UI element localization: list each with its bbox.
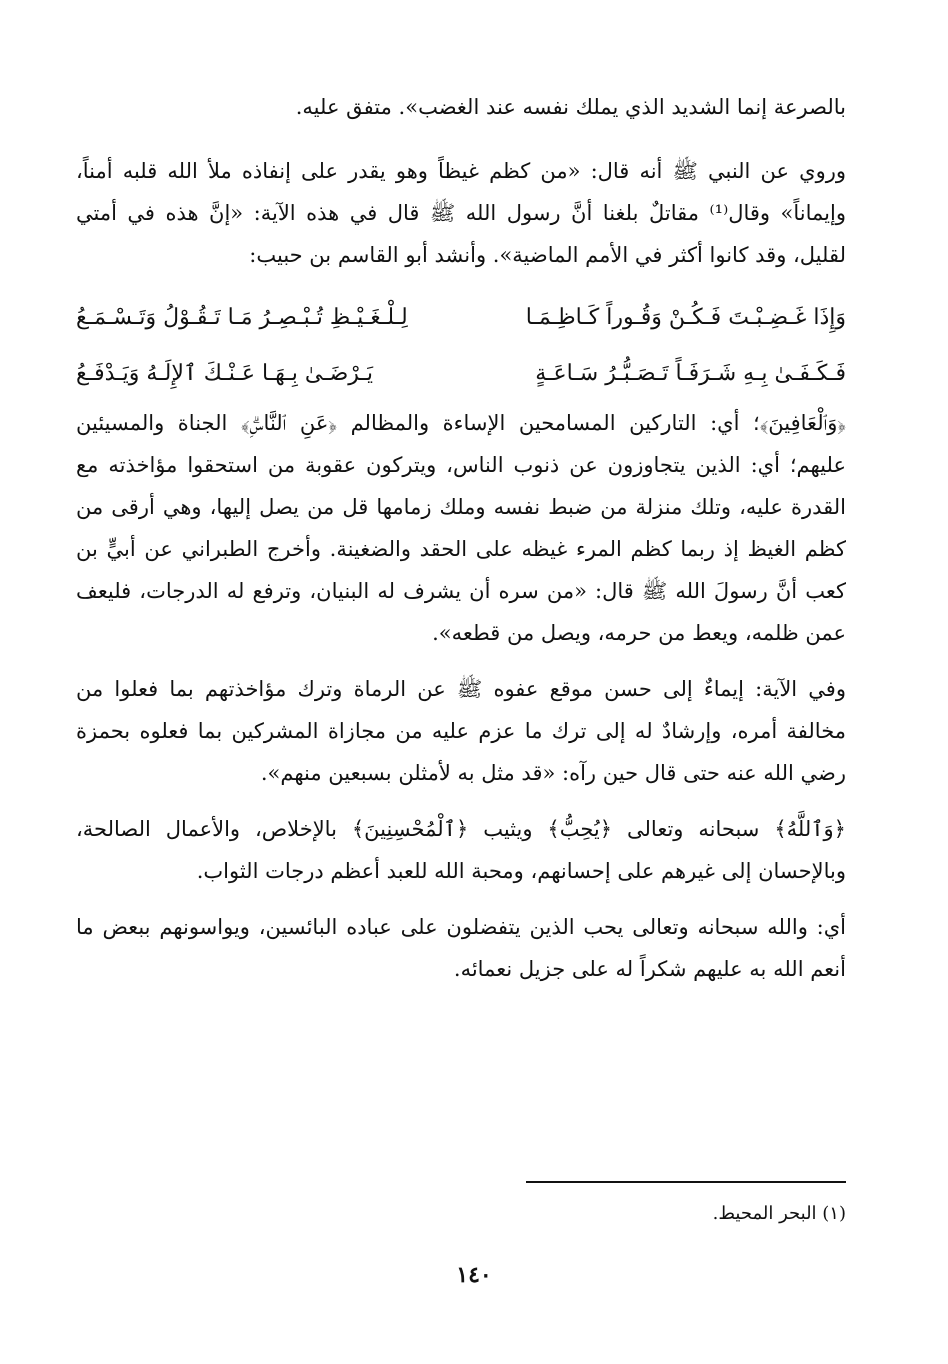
page-number: ١٤٠	[456, 1262, 492, 1288]
footnote: (١) البحر المحيط.	[712, 1203, 846, 1224]
paragraph-1: بالصرعة إنما الشديد الذي يملك نفسه عند الغضب». متفق عليه.	[295, 95, 846, 119]
poem-line-2	[76, 346, 846, 402]
paragraph-2: وروي عن النبي ﷺ أنه قال: «من كظم غيظاً وهو يقدر على إنفاذه ملأ الله قلبه أمناً، وإيماناً» وقال⁽¹⁾ مقاتلٌ بلغنا أنَّ رسول الله ﷺ قال في هذه الآية: «إنَّ هذه في أمتي لقليل، وقد كانوا أكثر في الأمم الماضية». وأنشد أبو القاسم بن حبيب:	[76, 159, 846, 267]
paragraph-4: وفي الآية: إيماءٌ إلى حسن موقع عفوه ﷺ عن الرماة وترك مؤاخذتهم بما فعلوا من مخالفة أمره، وإرشادٌ له إلى ترك ما عزم عليه من مجازاة المشركين بما فعلوه بحمزة رضي الله عنه حتى قال حين رآه: «قد مثل به لأمثلن بسبعين منهم».	[76, 677, 846, 785]
poem-line-1-first-hemistich: وَإِذَا غَـضِـبْـتَ فَـكُـنْ وَقُـوراً كَـاظِـمَـا	[525, 305, 846, 330]
poem-verses	[76, 290, 846, 402]
paragraph-6: أي: والله سبحانه وتعالى يحب الذين يتفضلون على عباده البائسين، ويواسونهم ببعض ما أنعم الله به عليهم شكراً له على جزيل نعمائه.	[76, 915, 846, 981]
poem-line-1-second-hemistich: لِـلْـغَـيْـظِ تُـبْـصِـرُ مَـا تَـقُـوْلُ وَتَـسْـمَـعُ	[76, 305, 408, 330]
paragraph-3: ﴿وَٱلْعَافِينَ﴾؛ أي: التاركين المسامحين الإساءة والمظالم ﴿عَنِ ٱلنَّاسِۗ﴾ الجناة والمسيئين عليهم؛ أي: الذين يتجاوزون عن ذنوب الناس، ويتركون عقوبة من استحقوا مؤاخذته مع القدرة عليه، وتلك منزلة من ضبط نفسه وملك زمامها قل من يصل إليها، وهي أرقى من كظم الغيظ إذ ربما كظم المرء غيظه على الحقد والضغينة. وأخرج الطبراني عن أبيٍّ بن كعب أنَّ رسولَ الله ﷺ قال: «من سره أن يشرف له البنيان، وترفع له الدرجات، فليعف عمن ظلمه، ويعط من حرمه، ويصل من قطعه».	[76, 411, 846, 645]
poem-line-2-first-hemistich: فَـكَـفَـىٰ بِـهِ شَـرَفَـاً تَـصَـبُّـرُ سَـاعَـةٍ	[535, 361, 846, 386]
footnote-divider	[526, 1181, 846, 1183]
paragraph-5: ﴿وَٱللَّهُ﴾ سبحانه وتعالى ﴿يُحِبُّ﴾ ويثيب ﴿ٱلْمُحْسِنِينَ﴾ بالإخلاص، والأعمال الصالحة، وبالإحسان إلى غيرهم على إحسانهم، ومحبة الله للعبد أعظم درجات الثواب.	[76, 817, 846, 883]
page-body	[76, 86, 846, 1286]
poem-line-2-second-hemistich: يَـرْضَـىٰ بِـهَـا عَـنْـكَ ٱلإِلَـهُ وَيَـدْفَـعُ	[76, 361, 373, 386]
poem-line-1	[76, 290, 846, 346]
